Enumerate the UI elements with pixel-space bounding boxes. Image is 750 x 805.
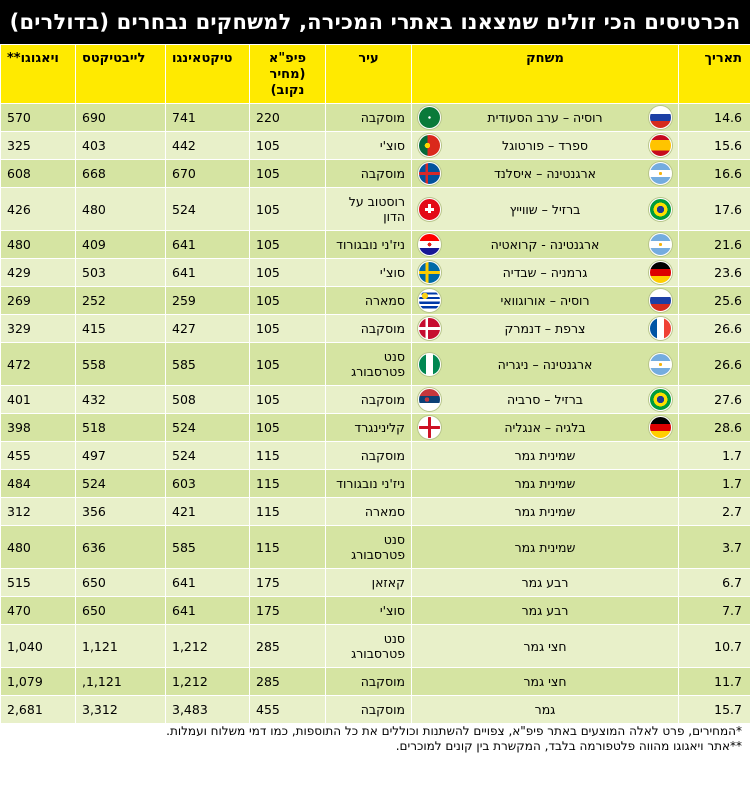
- cell-date: 26.6: [679, 315, 750, 343]
- argentina-flag-icon: [649, 233, 672, 256]
- cell-ticketing-price: 3,483: [166, 696, 250, 724]
- cell-date: 11.7: [679, 668, 750, 696]
- serbia-flag-icon: [418, 388, 441, 411]
- cell-viagogo-price: 401: [1, 386, 76, 414]
- cell-viagogo-price: 608: [1, 160, 76, 188]
- cell-date: 15.7: [679, 696, 750, 724]
- portugal-flag-icon: [418, 134, 441, 157]
- table-row: [1, 132, 750, 160]
- table-row: [1, 386, 750, 414]
- cell-viagogo-price: 2,681: [1, 696, 76, 724]
- table-row: [1, 414, 750, 442]
- cell-match: [412, 625, 679, 668]
- table-row: [1, 470, 750, 498]
- cell-date: 1.7: [679, 470, 750, 498]
- cell-date: 25.6: [679, 287, 750, 315]
- cell-livetickets-price: 524: [76, 470, 166, 498]
- cell-date: 1.7: [679, 442, 750, 470]
- cell-viagogo-price: 470: [1, 597, 76, 625]
- cell-fifa-price: 115: [250, 470, 326, 498]
- match-name: שמינית גמר: [514, 476, 576, 491]
- cell-city: מוסקבה: [326, 668, 412, 696]
- cell-viagogo-price: 455: [1, 442, 76, 470]
- table-row: [1, 696, 750, 724]
- cell-match: [412, 668, 679, 696]
- cell-ticketing-price: 442: [166, 132, 250, 160]
- cell-viagogo-price: 269: [1, 287, 76, 315]
- cell-fifa-price: 115: [250, 442, 326, 470]
- cell-date: 27.6: [679, 386, 750, 414]
- footnote-prices: *המחירים, פרט לאלה המוצעים באתר פיפ"א, צפויים להשתנות וכוללים את כל התוספות, כמו דמי משלוח ועמלות.: [166, 724, 742, 738]
- cell-livetickets-price: 1,121: [76, 625, 166, 668]
- cell-match: [412, 696, 679, 724]
- match-name: צרפת – דנמרק: [504, 321, 586, 336]
- match-wrapper: [416, 289, 674, 312]
- cell-fifa-price: 105: [250, 315, 326, 343]
- cell-livetickets-price: 650: [76, 597, 166, 625]
- table-row: [1, 287, 750, 315]
- cell-livetickets-price: 690: [76, 104, 166, 132]
- header-row: [1, 45, 750, 104]
- france-flag-icon: [649, 317, 672, 340]
- page-title: הכרטיסים הכי זולים שמצאנו באתרי המכירה, למשחקים נבחרים (בדולרים): [0, 0, 750, 44]
- cell-ticketing-price: 641: [166, 259, 250, 287]
- cell-city: קאזאן: [326, 569, 412, 597]
- cell-ticketing-price: 641: [166, 597, 250, 625]
- cell-city: מוסקבה: [326, 104, 412, 132]
- header-viagogo: ויאגוגו**: [1, 45, 76, 104]
- cell-fifa-price: 115: [250, 498, 326, 526]
- cell-city: קלינינגרד: [326, 414, 412, 442]
- match-name: ארגנטינה - קרואטיה: [490, 237, 600, 252]
- cell-fifa-price: 105: [250, 259, 326, 287]
- cell-viagogo-price: 429: [1, 259, 76, 287]
- cell-ticketing-price: 603: [166, 470, 250, 498]
- cell-ticketing-price: 259: [166, 287, 250, 315]
- match-wrapper: [416, 536, 674, 559]
- germany-flag-icon: [649, 261, 672, 284]
- cell-ticketing-price: 1,212: [166, 668, 250, 696]
- cell-livetickets-price: 1,121,: [76, 668, 166, 696]
- header-livetickets: לייבטיקטס: [76, 45, 166, 104]
- cell-match: [412, 597, 679, 625]
- cell-date: 2.7: [679, 498, 750, 526]
- cell-match: [412, 498, 679, 526]
- cell-fifa-price: 115: [250, 526, 326, 569]
- cell-date: 21.6: [679, 231, 750, 259]
- cell-livetickets-price: 497: [76, 442, 166, 470]
- cell-viagogo-price: 426: [1, 188, 76, 231]
- cell-viagogo-price: 472: [1, 343, 76, 386]
- cell-ticketing-price: 421: [166, 498, 250, 526]
- table-row: [1, 259, 750, 287]
- croatia-flag-icon: [418, 233, 441, 256]
- cell-match: [412, 526, 679, 569]
- match-name: ברזיל – שווייץ: [509, 201, 581, 217]
- cell-fifa-price: 175: [250, 569, 326, 597]
- match-name: ארגנטינה – איסלנד: [493, 166, 597, 181]
- footnotes: [8, 724, 742, 754]
- match-name: רבע גמר: [521, 575, 569, 590]
- cell-fifa-price: 175: [250, 597, 326, 625]
- cell-livetickets-price: 409: [76, 231, 166, 259]
- cell-ticketing-price: 508: [166, 386, 250, 414]
- cell-ticketing-price: 524: [166, 414, 250, 442]
- cell-livetickets-price: 432: [76, 386, 166, 414]
- ticket-prices-table: [0, 44, 750, 724]
- cell-date: 16.6: [679, 160, 750, 188]
- match-name: רוסיה – אורוגוואי: [500, 293, 590, 308]
- cell-fifa-price: 105: [250, 386, 326, 414]
- cell-viagogo-price: 480: [1, 231, 76, 259]
- match-wrapper: [416, 670, 674, 693]
- cell-fifa-price: 105: [250, 160, 326, 188]
- table-row: [1, 569, 750, 597]
- cell-match: [412, 386, 679, 414]
- cell-city: מוסקבה: [326, 386, 412, 414]
- footnote-viagogo: **אתר ויאגוגו מהווה פלטפורמה בלבד, המקשרת בין קונים למוכרים.: [395, 739, 742, 753]
- table-row: [1, 597, 750, 625]
- match-wrapper: [416, 317, 674, 340]
- cell-city: מוסקבה: [326, 315, 412, 343]
- cell-city: ניז'ני נובגורוד: [326, 470, 412, 498]
- match-wrapper: [416, 416, 674, 439]
- cell-viagogo-price: 570: [1, 104, 76, 132]
- cell-fifa-price: 105: [250, 231, 326, 259]
- match-name: בלגיה – אנגליה: [504, 420, 586, 435]
- match-name: גמר: [534, 702, 556, 717]
- cell-ticketing-price: 585: [166, 343, 250, 386]
- cell-fifa-price: 105: [250, 343, 326, 386]
- iceland-flag-icon: [418, 162, 441, 185]
- cell-date: 14.6: [679, 104, 750, 132]
- cell-livetickets-price: 518: [76, 414, 166, 442]
- cell-date: 26.6: [679, 343, 750, 386]
- brazil-flag-icon: [649, 388, 672, 411]
- cell-city: סוצ'י: [326, 259, 412, 287]
- cell-livetickets-price: 403: [76, 132, 166, 160]
- match-wrapper: [416, 500, 674, 523]
- uruguay-flag-icon: [418, 289, 441, 312]
- cell-livetickets-price: 252: [76, 287, 166, 315]
- cell-viagogo-price: 329: [1, 315, 76, 343]
- cell-livetickets-price: 480: [76, 188, 166, 231]
- cell-livetickets-price: 356: [76, 498, 166, 526]
- cell-city: סוצ'י: [326, 597, 412, 625]
- table-row: [1, 104, 750, 132]
- match-name: ארגנטינה – ניגריה: [497, 356, 593, 372]
- cell-city: מוסקבה: [326, 160, 412, 188]
- saudi-flag-icon: [418, 106, 441, 129]
- match-name: רוסיה – ערב הסעודית: [487, 110, 603, 125]
- cell-match: [412, 160, 679, 188]
- cell-city: רוסטוב על הדון: [326, 188, 412, 231]
- match-wrapper: [416, 571, 674, 594]
- cell-city: סמארה: [326, 498, 412, 526]
- cell-match: [412, 104, 679, 132]
- match-name: ספרד – פורטוגל: [501, 138, 589, 153]
- argentina-flag-icon: [649, 162, 672, 185]
- cell-ticketing-price: 641: [166, 569, 250, 597]
- cell-viagogo-price: 480: [1, 526, 76, 569]
- sweden-flag-icon: [418, 261, 441, 284]
- match-name: חצי גמר: [523, 638, 567, 654]
- match-wrapper: [416, 444, 674, 467]
- cell-fifa-price: 105: [250, 188, 326, 231]
- cell-city: סנט פטרסבורג: [326, 343, 412, 386]
- table-row: [1, 442, 750, 470]
- cell-date: 10.7: [679, 625, 750, 668]
- cell-city: מוסקבה: [326, 442, 412, 470]
- match-wrapper: [416, 198, 674, 221]
- cell-city: סנט פטרסבורג: [326, 526, 412, 569]
- match-name: שמינית גמר: [514, 504, 576, 519]
- table-row: [1, 526, 750, 569]
- cell-match: [412, 569, 679, 597]
- argentina-flag-icon: [649, 353, 672, 376]
- match-wrapper: [416, 472, 674, 495]
- cell-livetickets-price: 415: [76, 315, 166, 343]
- table-row: [1, 231, 750, 259]
- cell-fifa-price: 220: [250, 104, 326, 132]
- cell-city: מוסקבה: [326, 696, 412, 724]
- match-wrapper: [416, 233, 674, 256]
- match-name: שמינית גמר: [514, 539, 576, 555]
- cell-livetickets-price: 636: [76, 526, 166, 569]
- match-wrapper: [416, 162, 674, 185]
- header-city: עיר: [326, 45, 412, 104]
- cell-date: 17.6: [679, 188, 750, 231]
- table-row: [1, 188, 750, 231]
- cell-city: סנט פטרסבורג: [326, 625, 412, 668]
- cell-match: [412, 287, 679, 315]
- match-wrapper: [416, 134, 674, 157]
- header-fifa: פיפ"א (מחיר נקוב): [250, 45, 326, 104]
- cell-fifa-price: 455: [250, 696, 326, 724]
- cell-viagogo-price: 484: [1, 470, 76, 498]
- england-flag-icon: [418, 416, 441, 439]
- match-name: ברזיל – סרביה: [506, 392, 584, 407]
- cell-ticketing-price: 1,212: [166, 625, 250, 668]
- cell-livetickets-price: 503: [76, 259, 166, 287]
- brazil-flag-icon: [649, 198, 672, 221]
- spain-flag-icon: [649, 134, 672, 157]
- cell-viagogo-price: 1,079: [1, 668, 76, 696]
- match-name: שמינית גמר: [514, 448, 576, 463]
- cell-livetickets-price: 558: [76, 343, 166, 386]
- match-wrapper: [416, 635, 674, 658]
- cell-livetickets-price: 650: [76, 569, 166, 597]
- cell-viagogo-price: 1,040: [1, 625, 76, 668]
- cell-match: [412, 132, 679, 160]
- cell-match: [412, 442, 679, 470]
- cell-city: ניז'ני נובגורוד: [326, 231, 412, 259]
- cell-match: [412, 315, 679, 343]
- cell-ticketing-price: 741: [166, 104, 250, 132]
- cell-viagogo-price: 398: [1, 414, 76, 442]
- switzerland-flag-icon: [418, 198, 441, 221]
- cell-ticketing-price: 524: [166, 188, 250, 231]
- cell-ticketing-price: 524: [166, 442, 250, 470]
- cell-fifa-price: 105: [250, 414, 326, 442]
- cell-date: 15.6: [679, 132, 750, 160]
- match-name: גרמניה – שבדיה: [502, 265, 588, 280]
- cell-fifa-price: 285: [250, 668, 326, 696]
- match-name: חצי גמר: [523, 674, 567, 689]
- header-match: משחק: [412, 45, 679, 104]
- match-wrapper: [416, 599, 674, 622]
- cell-match: [412, 414, 679, 442]
- russia-flag-icon: [649, 106, 672, 129]
- header-ticketing: טיקטאינגו: [166, 45, 250, 104]
- cell-fifa-price: 105: [250, 287, 326, 315]
- denmark-flag-icon: [418, 317, 441, 340]
- cell-match: [412, 259, 679, 287]
- table-row: [1, 315, 750, 343]
- nigeria-flag-icon: [418, 353, 441, 376]
- cell-ticketing-price: 427: [166, 315, 250, 343]
- cell-date: 28.6: [679, 414, 750, 442]
- cell-viagogo-price: 312: [1, 498, 76, 526]
- table-row: [1, 668, 750, 696]
- cell-ticketing-price: 670: [166, 160, 250, 188]
- cell-viagogo-price: 325: [1, 132, 76, 160]
- cell-match: [412, 188, 679, 231]
- cell-date: 6.7: [679, 569, 750, 597]
- cell-fifa-price: 285: [250, 625, 326, 668]
- cell-livetickets-price: 668: [76, 160, 166, 188]
- russia-flag-icon: [649, 289, 672, 312]
- table-row: [1, 625, 750, 668]
- cell-match: [412, 343, 679, 386]
- table-row: [1, 160, 750, 188]
- header-date: תאריך: [679, 45, 750, 104]
- cell-viagogo-price: 515: [1, 569, 76, 597]
- germany-flag-icon: [649, 416, 672, 439]
- cell-match: [412, 470, 679, 498]
- match-wrapper: [416, 388, 674, 411]
- cell-ticketing-price: 641: [166, 231, 250, 259]
- cell-city: סמארה: [326, 287, 412, 315]
- match-wrapper: [416, 698, 674, 721]
- cell-ticketing-price: 585: [166, 526, 250, 569]
- match-wrapper: [416, 106, 674, 129]
- table-row: [1, 343, 750, 386]
- cell-date: 7.7: [679, 597, 750, 625]
- cell-match: [412, 231, 679, 259]
- match-name: רבע גמר: [521, 603, 569, 618]
- match-wrapper: [416, 261, 674, 284]
- cell-livetickets-price: 3,312: [76, 696, 166, 724]
- table-row: [1, 498, 750, 526]
- cell-fifa-price: 105: [250, 132, 326, 160]
- cell-date: 23.6: [679, 259, 750, 287]
- match-wrapper: [416, 353, 674, 376]
- cell-city: סוצ'י: [326, 132, 412, 160]
- cell-date: 3.7: [679, 526, 750, 569]
